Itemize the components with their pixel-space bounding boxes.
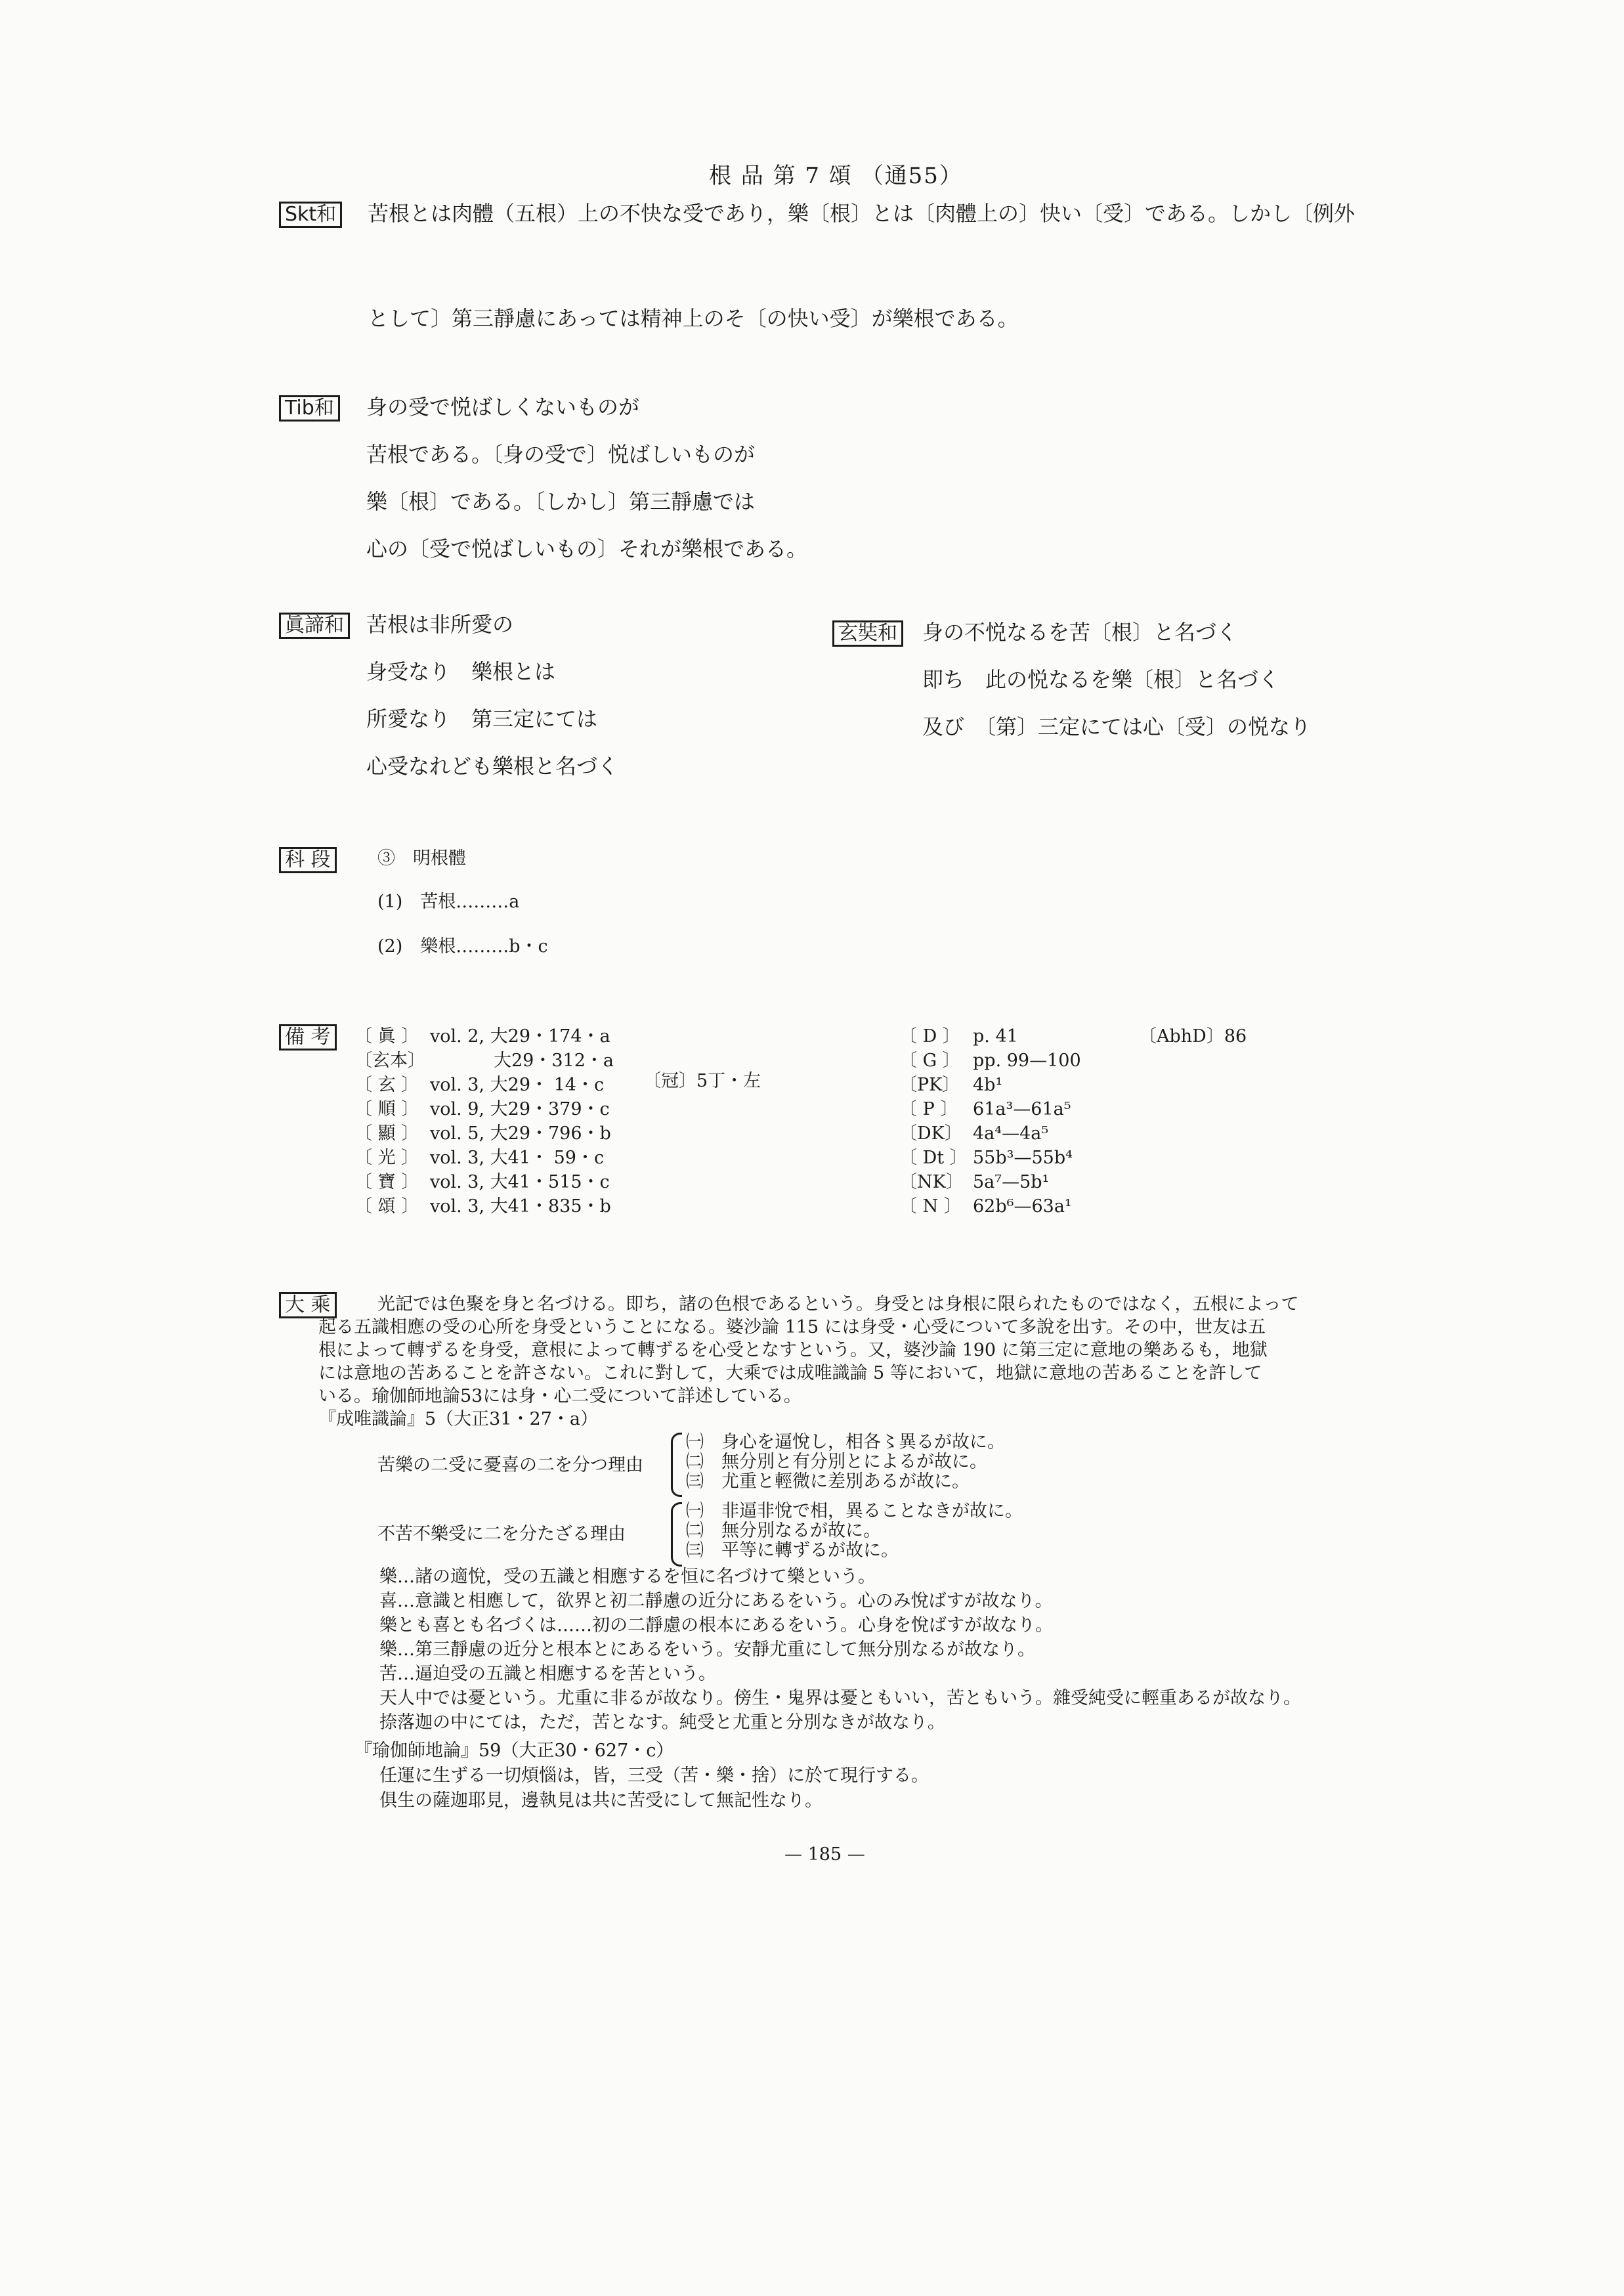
biko-right-key: 〔NK〕 bbox=[899, 1172, 964, 1192]
biko-right-value: 5a⁷—5b¹ bbox=[973, 1172, 1050, 1192]
shintai-line-4: 心受なれども樂根と名づく bbox=[366, 754, 619, 779]
biko-right-value: 4b¹ bbox=[973, 1075, 1003, 1095]
genjo-line-1: 身の不悦なるを苦〔根〕と名づく bbox=[922, 620, 1238, 645]
biko-right-value: 61a³—61a⁵ bbox=[973, 1099, 1071, 1119]
biko-left-key: 〔玄本〕 bbox=[354, 1051, 425, 1071]
biko-left-key: 〔 頌 〕 bbox=[354, 1196, 419, 1217]
brace-1 bbox=[671, 1433, 682, 1497]
daijo-note: 喜…意識と相應して，欲界と初二靜慮の近分にあるをいう。心のみ悅ばすが故なり。 bbox=[379, 1591, 1053, 1611]
biko-right-value: 55b³—55b⁴ bbox=[973, 1148, 1073, 1168]
skt-line-1: 苦根とは肉體（五根）上の不快な受であり，樂〔根〕とは〔肉體上の〕快い〔受〕である。しかし〔例外 bbox=[368, 201, 1356, 226]
daijo-para-1: 光記では色聚を身と名づける。即ち，諸の色根であるという。身受とは身根に限られたものではなく，五根によって bbox=[377, 1294, 1299, 1314]
biko-right-value: 4a⁴—4a⁵ bbox=[973, 1123, 1049, 1144]
label-biko: 備 考 bbox=[279, 1024, 337, 1051]
shintai-line-2: 身受なり 樂根とは bbox=[366, 659, 556, 684]
biko-left-key: 〔 寶 〕 bbox=[354, 1172, 419, 1192]
daijo-cite-2: 『瑜伽師地論』59（大正30・627・c） bbox=[354, 1741, 674, 1761]
reason-1-label: 苦樂の二受に憂喜の二を分つ理由 bbox=[377, 1455, 643, 1475]
daijo-note: 捺落迦の中にては，ただ，苦となす。純受と尤重と分別なきが故なり。 bbox=[379, 1712, 945, 1733]
daijo-note: 天人中では憂という。尤重に非るが故なり。傍生・鬼界は憂ともいい，苦ともいう。雜受純受に輕重あるが故なり。 bbox=[379, 1688, 1301, 1708]
reason-2-item-2: ㈡ 無分別なるが故に。 bbox=[686, 1521, 881, 1541]
kadan-head: ③ 明根體 bbox=[377, 848, 466, 869]
label-genjo: 玄奘和 bbox=[832, 620, 903, 647]
daijo-para-3: 根によって轉ずるを身受，意根によって轉ずるを心受となすという。又，婆沙論 190 に第三定に意地の樂あるも，地獄 bbox=[318, 1340, 1268, 1360]
biko-right-key: 〔 G 〕 bbox=[899, 1051, 960, 1071]
reason-2-item-3: ㈢ 平等に轉ずるが故に。 bbox=[686, 1540, 899, 1561]
shintai-line-3: 所愛なり 第三定にては bbox=[366, 706, 598, 731]
genjo-line-3: 及び 〔第〕三定にては心〔受〕の悦なり bbox=[922, 714, 1312, 739]
biko-right-value: p. 41 bbox=[973, 1026, 1018, 1047]
biko-left-key: 〔 眞 〕 bbox=[354, 1026, 419, 1047]
brace-2 bbox=[671, 1502, 682, 1567]
skt-line-2: として〕第三靜慮にあっては精神上のそ〔の快い受〕が樂根である。 bbox=[368, 306, 1019, 331]
biko-left-value: vol. 2, 大29・174・a bbox=[430, 1026, 610, 1047]
biko-left-key: 〔 顯 〕 bbox=[354, 1123, 419, 1144]
biko-abhd: 〔AbhD〕86 bbox=[1139, 1026, 1247, 1047]
label-kadan: 科 段 bbox=[279, 847, 337, 873]
biko-left-key: 〔 順 〕 bbox=[354, 1099, 419, 1119]
daijo-note: 樂…第三靜慮の近分と根本とにあるをいう。安靜尤重にして無分別なるが故なり。 bbox=[379, 1639, 1035, 1660]
biko-right-key: 〔 P 〕 bbox=[899, 1099, 958, 1119]
tib-line-2: 苦根である。〔身の受で〕悦ばしいものが bbox=[366, 442, 756, 467]
kadan-item-2: (2) 樂根………b・c bbox=[377, 936, 548, 957]
biko-right-key: 〔PK〕 bbox=[899, 1075, 960, 1095]
daijo-cite-1: 『成唯識論』5（大正31・27・a） bbox=[318, 1409, 598, 1429]
tib-line-1: 身の受で悦ばしくないものが bbox=[366, 395, 640, 420]
biko-right-key: 〔 Dt 〕 bbox=[899, 1148, 968, 1168]
biko-left-key: 〔 玄 〕 bbox=[354, 1075, 419, 1095]
biko-kan: 〔冠〕5丁・左 bbox=[643, 1071, 761, 1091]
daijo-note: 苦…逼迫受の五識と相應するを苦という。 bbox=[379, 1664, 716, 1684]
label-tib: Tib和 bbox=[279, 395, 340, 422]
daijo-para-2: 起る五識相應の受の心所を身受ということになる。婆沙論 115 には身受・心受について多說を出す。その中，世友は五 bbox=[318, 1317, 1266, 1337]
page-number: — 185 — bbox=[784, 1844, 865, 1865]
biko-left-value: vol. 3, 大29・ 14・c bbox=[430, 1075, 605, 1095]
daijo-notes2-2: 俱生の薩迦耶見，邊執見は共に苦受にして無記性なり。 bbox=[379, 1790, 823, 1811]
biko-left-value: vol. 3, 大41・ 59・c bbox=[430, 1148, 605, 1168]
biko-right-key: 〔 N 〕 bbox=[899, 1196, 962, 1217]
biko-right-value: 62b⁶—63a¹ bbox=[973, 1196, 1072, 1217]
label-daijo: 大 乘 bbox=[279, 1292, 337, 1318]
daijo-para-5: いる。瑜伽師地論53には身・心二受について詳述している。 bbox=[318, 1386, 801, 1406]
biko-right-key: 〔DK〕 bbox=[899, 1123, 962, 1144]
daijo-notes2-1: 任運に生ずる一切煩惱は，皆，三受（苦・樂・捨）に於て現行する。 bbox=[379, 1765, 929, 1786]
daijo-para-4: には意地の苦あることを許さない。これに對して，大乘では成唯識論 5 等において，地獄に意地の苦あることを許して bbox=[318, 1363, 1262, 1383]
tib-line-4: 心の〔受で悦ばしいもの〕それが樂根である。 bbox=[366, 536, 808, 561]
biko-left-value: vol. 3, 大41・515・c bbox=[430, 1172, 610, 1192]
shintai-line-1: 苦根は非所愛の bbox=[366, 612, 514, 637]
kadan-item-1: (1) 苦根………a bbox=[377, 892, 520, 912]
label-shintai: 眞諦和 bbox=[279, 613, 350, 639]
biko-left-key: 〔 光 〕 bbox=[354, 1148, 419, 1168]
reason-1-item-1: ㈠ 身心を逼悅し，相各〻異るが故に。 bbox=[686, 1432, 1005, 1452]
biko-right-value: pp. 99—100 bbox=[973, 1051, 1081, 1071]
reason-1-item-3: ㈢ 尤重と輕微に差別あるが故に。 bbox=[686, 1471, 970, 1492]
genjo-line-2: 即ち 此の悦なるを樂〔根〕と名づく bbox=[922, 667, 1280, 692]
reason-2-item-1: ㈠ 非逼非悅で相，異ることなきが故に。 bbox=[686, 1501, 1023, 1521]
label-skt: Skt和 bbox=[279, 202, 342, 228]
reason-2-label: 不苦不樂受に二を分たざる理由 bbox=[377, 1524, 626, 1544]
biko-right-key: 〔 D 〕 bbox=[899, 1026, 960, 1047]
daijo-note: 樂…諸の適悅，受の五識と相應するを恒に名づけて樂という。 bbox=[379, 1567, 876, 1587]
tib-line-3: 樂〔根〕である。〔しかし〕第三靜慮では bbox=[366, 489, 756, 514]
biko-left-value: vol. 9, 大29・379・c bbox=[430, 1099, 610, 1119]
biko-left-value: vol. 5, 大29・796・b bbox=[430, 1123, 611, 1144]
page-title: 根 品 第 7 頌 （通55） bbox=[709, 163, 963, 189]
reason-1-item-2: ㈡ 無分別と有分別とによるが故に。 bbox=[686, 1452, 987, 1472]
biko-left-value: 大29・312・a bbox=[494, 1051, 614, 1071]
daijo-note: 樂とも喜とも名づくは……初の二靜慮の根本にあるをいう。心身を悅ばすが故なり。 bbox=[379, 1615, 1053, 1635]
biko-left-value: vol. 3, 大41・835・b bbox=[430, 1196, 611, 1217]
